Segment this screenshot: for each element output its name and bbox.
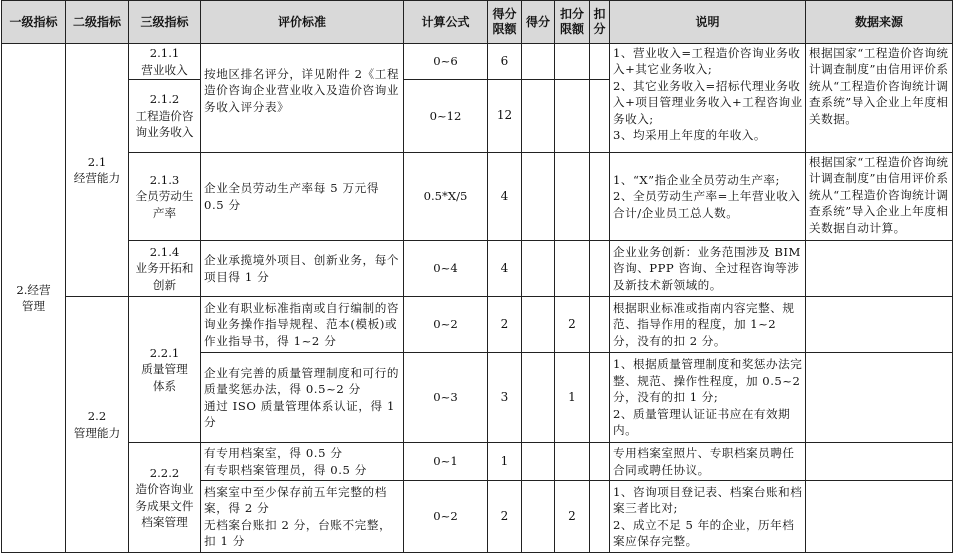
source-cell: [806, 297, 953, 353]
deduct-limit-cell: [555, 153, 590, 241]
note-cell: 1、咨询项目登记表、档案台账和档案三者比对; 2、成立不足 5 年的企业，历年档案应保存完整。: [610, 481, 806, 553]
table-row: [2, 241, 953, 297]
level3-cell: 2.1.3 全员劳动生 产率: [129, 153, 201, 241]
score-limit-cell: 12: [488, 80, 522, 153]
note-cell: 根据职业标准或指南内容完整、规范、指导作用的程度，加 1~2 分，没有的扣 2 分。: [610, 297, 806, 353]
level1-cell: 2.经营 管理: [2, 44, 66, 553]
score-limit-cell: 3: [488, 353, 522, 443]
header-deduct: 扣 分: [590, 1, 610, 44]
header-score: 得分: [522, 1, 555, 44]
level2-operation: 2.1 经营能力: [66, 44, 129, 297]
deduct-cell: [590, 443, 610, 481]
deduct-cell: [590, 80, 610, 153]
header-formula: 计算公式: [404, 1, 488, 44]
note-cell: 1、根据质量管理制度和奖惩办法完整、规范、操作性程度，加 0.5~2 分，没有的扣 1 分; 2、质量管理认证证书应在有效期内。: [610, 353, 806, 443]
header-level1: 一级指标: [2, 1, 66, 44]
evaluation-table: [1, 0, 953, 553]
formula-cell: 0~2: [404, 481, 488, 553]
level3-cell: 2.1.2 工程造价咨 询业务收入: [129, 80, 201, 153]
score-cell: [522, 80, 555, 153]
deduct-cell: [590, 241, 610, 297]
source-cell: [806, 481, 953, 553]
formula-cell: 0~2: [404, 297, 488, 353]
deduct-limit-cell: 2: [555, 481, 590, 553]
source-cell: [806, 241, 953, 297]
criteria-cell: 档案室中至少保存前五年完整的档案，得 2 分 无档案台账扣 2 分，台账不完整，扣 1 分: [201, 481, 404, 553]
note-cell: 企业业务创新：业务范围涉及 BIM 咨询、PPP 咨询、全过程咨询等涉及新技术新领域的。: [610, 241, 806, 297]
score-limit-cell: 4: [488, 241, 522, 297]
formula-cell: 0.5*X/5: [404, 153, 488, 241]
score-cell: [522, 353, 555, 443]
header-level2: 二级指标: [66, 1, 129, 44]
formula-cell: 0~4: [404, 241, 488, 297]
level3-cell: 2.1.1 营业收入: [129, 44, 201, 80]
level3-cell: 2.2.1 质量管理 体系: [129, 297, 201, 443]
score-cell: [522, 153, 555, 241]
formula-cell: 0~3: [404, 353, 488, 443]
score-limit-cell: 2: [488, 481, 522, 553]
formula-cell: 0~6: [404, 44, 488, 80]
deduct-cell: [590, 297, 610, 353]
header-score-limit: 得分 限额: [488, 1, 522, 44]
note-cell: 专用档案室照片、专职档案员聘任合同或聘任协议。: [610, 443, 806, 481]
deduct-cell: [590, 153, 610, 241]
deduct-cell: [590, 44, 610, 80]
deduct-limit-cell: [555, 44, 590, 80]
table-row: [2, 443, 953, 481]
level2-management: 2.2 管理能力: [66, 297, 129, 553]
score-limit-cell: 6: [488, 44, 522, 80]
score-limit-cell: 2: [488, 297, 522, 353]
table-row: [2, 153, 953, 241]
header-note: 说明: [610, 1, 806, 44]
score-limit-cell: 1: [488, 443, 522, 481]
score-cell: [522, 297, 555, 353]
source-cell: [806, 443, 953, 481]
deduct-limit-cell: 1: [555, 353, 590, 443]
deduct-limit-cell: [555, 241, 590, 297]
score-cell: [522, 443, 555, 481]
source-cell: [806, 353, 953, 443]
level3-cell: 2.2.2 造价咨询业 务成果文件 档案管理: [129, 443, 201, 553]
source-cell: 根据国家“工程造价咨询统计调查制度”由信用评价系统从“工程造价咨询统计调查系统”导入企业上年度相关数据。: [806, 44, 953, 153]
deduct-limit-cell: 2: [555, 297, 590, 353]
header-source: 数据来源: [806, 1, 953, 44]
formula-cell: 0~1: [404, 443, 488, 481]
deduct-limit-cell: [555, 80, 590, 153]
criteria-cell: 有专用档案室，得 0.5 分 有专职档案管理员，得 0.5 分: [201, 443, 404, 481]
header-criteria: 评价标准: [201, 1, 404, 44]
level3-cell: 2.1.4 业务开拓和 创新: [129, 241, 201, 297]
header-deduct-limit: 扣分 限额: [555, 1, 590, 44]
score-cell: [522, 44, 555, 80]
table-row: [2, 44, 953, 80]
criteria-cell: 企业全员劳动生产率每 5 万元得 0.5 分: [201, 153, 404, 241]
deduct-limit-cell: [555, 443, 590, 481]
score-cell: [522, 481, 555, 553]
table-row: [2, 297, 953, 353]
criteria-cell: 企业有完善的质量管理制度和可行的质量奖惩办法，得 0.5~2 分 通过 ISO 质量管理体系认证，得 1 分: [201, 353, 404, 443]
source-cell: 根据国家“工程造价咨询统计调查制度”由信用评价系统从“工程造价咨询统计调查系统”导入企业上年度相关数据自动计算。: [806, 153, 953, 241]
criteria-cell: 企业承揽境外项目、创新业务，每个项目得 1 分: [201, 241, 404, 297]
criteria-cell: 按地区排名评分，详见附件 2《工程造价咨询企业营业收入及造价咨询业务收入评分表》: [201, 44, 404, 153]
header-row: [2, 1, 953, 44]
deduct-cell: [590, 353, 610, 443]
score-cell: [522, 241, 555, 297]
header-level3: 三级指标: [129, 1, 201, 44]
note-cell: 1、“X”指企业全员劳动生产率; 2、全员劳动生产率=上年营业收入合计/企业员工总人数。: [610, 153, 806, 241]
criteria-cell: 企业有职业标准指南或自行编制的咨询业务操作指导规程、范本(模板)或作业指导书，得 1~2 分: [201, 297, 404, 353]
note-cell: 1、营业收入=工程造价咨询业务收入+其它业务收入; 2、其它业务收入=招标代理业务收入+项目管理业务收入+工程咨询业务收入; 3、均采用上年度的年收入。: [610, 44, 806, 153]
formula-cell: 0~12: [404, 80, 488, 153]
score-limit-cell: 4: [488, 153, 522, 241]
deduct-cell: [590, 481, 610, 553]
